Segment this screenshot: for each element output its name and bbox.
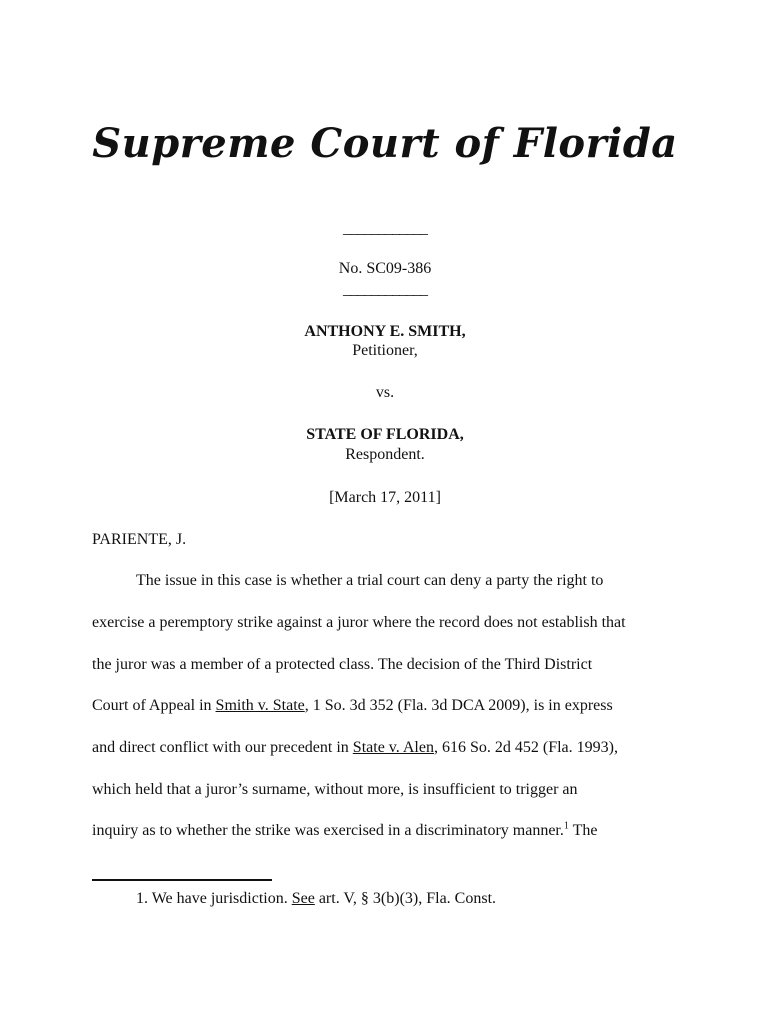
opinion-line-6: which held that a juror’s surname, without more, is insufficient to trigger an <box>92 781 578 798</box>
versus: vs. <box>375 384 395 401</box>
footnote-see: See <box>291 890 315 907</box>
footnote-divider <box>92 879 272 881</box>
respondent-role: Respondent. <box>345 446 425 463</box>
opinion-line-2: exercise a peremptory strike against a juror where the record does not establish that <box>92 614 626 631</box>
footnote-text-pre: We have jurisdiction. <box>148 890 292 907</box>
respondent-name: STATE OF FLORIDA, <box>306 426 464 443</box>
opinion-line-1: The issue in this case is whether a trial court can deny a party the right to <box>136 572 604 589</box>
header-rule-bottom: ____________ <box>343 281 427 298</box>
opinion-line-4 <box>92 697 613 715</box>
court-title: Supreme Court of Florida <box>92 120 678 167</box>
opinion-line-7-post: The <box>568 822 598 839</box>
decision-date: [March 17, 2011] <box>329 489 441 506</box>
petitioner-name: ANTHONY E. SMITH, <box>304 323 466 340</box>
petitioner-role: Petitioner, <box>352 342 418 359</box>
footnote-number: 1. <box>136 890 148 907</box>
footnote-text-post: art. V, § 3(b)(3), Fla. Const. <box>314 890 497 907</box>
opinion-author: PARIENTE, J. <box>92 531 187 548</box>
opinion-line-7-pre: inquiry as to whether the strike was exercised in a discriminatory manner. <box>92 822 564 839</box>
opinion-line-3: the juror was a member of a protected class. The decision of the Third District <box>92 656 593 673</box>
opinion-line-4-pre: Court of Appeal in <box>92 697 216 714</box>
opinion-line-5 <box>92 739 618 757</box>
opinion-line-7 <box>92 822 597 840</box>
opinion-line-5-pre: and direct conflict with our precedent in <box>92 739 353 756</box>
opinion-line-4-post: , 1 So. 3d 352 (Fla. 3d DCA 2009), is in express <box>304 697 613 714</box>
case-citation-alen: State v. Alen <box>352 739 434 756</box>
header-rule-top: ____________ <box>343 220 427 237</box>
case-number: No. SC09-386 <box>338 260 432 277</box>
footnote <box>136 890 496 908</box>
footnote-ref: 1 <box>563 820 569 832</box>
opinion-line-5-post: , 616 So. 2d 452 (Fla. 1993), <box>433 739 618 756</box>
case-citation-smith: Smith v. State <box>215 697 305 714</box>
